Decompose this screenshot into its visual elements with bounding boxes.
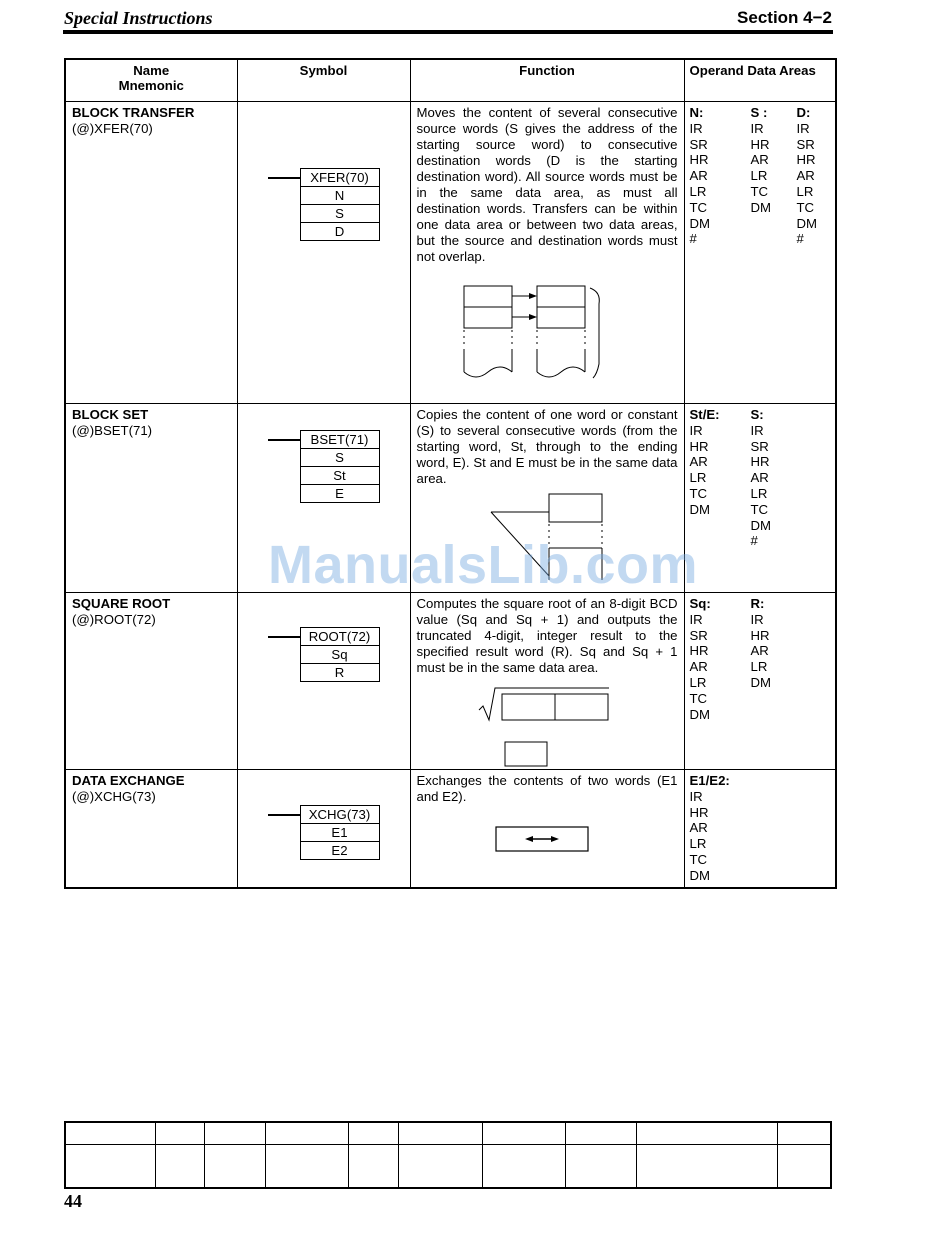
operand-item: TC bbox=[689, 485, 708, 501]
header-name: Name bbox=[133, 63, 170, 78]
table-row bbox=[65, 102, 836, 404]
operand-cell bbox=[684, 404, 836, 593]
operand-item: AR bbox=[689, 820, 708, 836]
instruction-name: SQUARE ROOT bbox=[72, 596, 171, 611]
ladder-box bbox=[300, 627, 380, 682]
instruction-mnemonic: (@)XCHG(73) bbox=[72, 789, 156, 804]
page-number: 44 bbox=[64, 1191, 82, 1211]
operand-heading: Sq: bbox=[689, 596, 711, 611]
operand-item: AR bbox=[750, 152, 769, 168]
operand-item: HR bbox=[689, 804, 709, 820]
footer-grid bbox=[64, 1121, 832, 1189]
function-cell bbox=[410, 102, 684, 404]
name-cell bbox=[65, 102, 237, 404]
operand-item: LR bbox=[689, 470, 707, 486]
operand-item: TC bbox=[750, 501, 769, 517]
operand-column bbox=[690, 407, 720, 518]
operand-heading: N: bbox=[689, 105, 704, 120]
operand-item: AR bbox=[689, 659, 708, 675]
operand-item: DM bbox=[796, 215, 818, 231]
header-name-mnemonic bbox=[65, 59, 237, 102]
ladder-operand: S bbox=[301, 204, 379, 222]
function-cell bbox=[410, 593, 684, 770]
ladder-box-title: XFER(70) bbox=[310, 170, 369, 185]
header-section-title: Special Instructions bbox=[64, 8, 213, 28]
ladder-operand: N bbox=[301, 186, 379, 204]
header-section-number: Section 4−2 bbox=[737, 8, 832, 27]
operand-item: AR bbox=[796, 168, 815, 184]
ladder-box-title: ROOT(72) bbox=[308, 629, 371, 644]
operand-item: DM bbox=[689, 706, 711, 722]
operand-item: HR bbox=[689, 152, 709, 168]
operand-item: HR bbox=[689, 438, 709, 454]
operand-item: IR bbox=[689, 422, 703, 438]
operand-column bbox=[797, 105, 818, 247]
operand-item: SR bbox=[689, 136, 708, 152]
operand-item: IR bbox=[689, 611, 703, 627]
instruction-table bbox=[64, 58, 837, 889]
ladder-operand: E2 bbox=[301, 841, 379, 859]
function-text: Exchanges the contents of two words (E1 and E2). bbox=[416, 773, 678, 804]
operand-item: # bbox=[689, 231, 697, 247]
operand-item: HR bbox=[750, 454, 770, 470]
operand-item: DM bbox=[689, 215, 711, 231]
table-row bbox=[65, 593, 836, 770]
operand-item: TC bbox=[689, 851, 708, 867]
operand-item: SR bbox=[689, 627, 708, 643]
exchange-diagram bbox=[495, 826, 591, 854]
operand-item: DM bbox=[750, 674, 772, 690]
instruction-mnemonic: (@)BSET(71) bbox=[72, 423, 153, 438]
operand-heading: E1/E2: bbox=[689, 773, 730, 788]
ladder-wire bbox=[268, 636, 300, 638]
operand-item: IR bbox=[750, 422, 764, 438]
header-operand: Operand Data Areas bbox=[684, 59, 836, 102]
operand-heading: S : bbox=[750, 105, 768, 120]
symbol-cell bbox=[237, 102, 410, 404]
operand-item: LR bbox=[750, 168, 768, 184]
operand-item: DM bbox=[750, 199, 772, 215]
operand-item: TC bbox=[796, 199, 815, 215]
instruction-name: BLOCK TRANSFER bbox=[72, 105, 195, 120]
operand-column bbox=[751, 407, 772, 549]
operand-item: HR bbox=[750, 136, 770, 152]
operand-column bbox=[690, 773, 730, 884]
ladder-wire bbox=[268, 177, 300, 179]
ladder-operand: E bbox=[301, 484, 379, 502]
operand-item: HR bbox=[689, 643, 709, 659]
operand-item: LR bbox=[750, 659, 768, 675]
operand-column bbox=[690, 596, 711, 722]
operand-item: IR bbox=[689, 120, 703, 136]
name-cell bbox=[65, 404, 237, 593]
instruction-mnemonic: (@)ROOT(72) bbox=[72, 612, 156, 627]
operand-item: SR bbox=[796, 136, 815, 152]
operand-item: AR bbox=[689, 454, 708, 470]
operand-item: TC bbox=[689, 199, 708, 215]
operand-cell bbox=[684, 770, 836, 888]
operand-heading: St/E: bbox=[689, 407, 720, 422]
symbol-cell bbox=[237, 593, 410, 770]
table-header-row bbox=[65, 59, 836, 102]
operand-cell bbox=[684, 593, 836, 770]
instruction-name: BLOCK SET bbox=[72, 407, 149, 422]
ladder-operand: Sq bbox=[301, 645, 379, 663]
header-mnemonic: Mnemonic bbox=[118, 78, 184, 93]
operand-column bbox=[751, 105, 772, 216]
ladder-box-title: BSET(71) bbox=[310, 432, 369, 447]
watermark: ManualsLib.com bbox=[268, 535, 699, 595]
operand-item: TC bbox=[689, 690, 708, 706]
ladder-wire bbox=[268, 439, 300, 441]
operand-heading: D: bbox=[796, 105, 811, 120]
operand-item: TC bbox=[750, 183, 769, 199]
operand-item: LR bbox=[750, 485, 768, 501]
header-rule bbox=[63, 30, 833, 34]
operand-item: # bbox=[796, 231, 804, 247]
operand-item: LR bbox=[689, 183, 707, 199]
ladder-box bbox=[300, 168, 380, 241]
operand-item: IR bbox=[689, 788, 703, 804]
operand-item: AR bbox=[750, 643, 769, 659]
instruction-name: DATA EXCHANGE bbox=[72, 773, 185, 788]
header-symbol: Symbol bbox=[237, 59, 410, 102]
operand-item: AR bbox=[750, 470, 769, 486]
operand-item: SR bbox=[750, 438, 769, 454]
ladder-operand: D bbox=[301, 222, 379, 240]
ladder-wire bbox=[268, 814, 300, 816]
operand-item: IR bbox=[750, 120, 764, 136]
name-cell bbox=[65, 593, 237, 770]
function-text: Copies the content of one word or constant (S) to several consecutive words (from the starting word, St, through to the ending word, E). St and E must be in the same data area. bbox=[416, 407, 678, 486]
operand-column bbox=[690, 105, 711, 247]
symbol-cell bbox=[237, 770, 410, 888]
name-cell bbox=[65, 770, 237, 888]
ladder-operand: S bbox=[301, 448, 379, 466]
operand-item: # bbox=[750, 533, 758, 549]
table-row bbox=[65, 770, 836, 888]
operand-item: DM bbox=[750, 517, 772, 533]
operand-item: AR bbox=[689, 168, 708, 184]
ladder-operand: E1 bbox=[301, 823, 379, 841]
block-transfer-diagram bbox=[461, 284, 611, 384]
operand-heading: R: bbox=[750, 596, 765, 611]
operand-item: DM bbox=[689, 867, 711, 883]
operand-item: HR bbox=[796, 152, 816, 168]
function-text: Moves the content of several consecutive source words (S gives the address of the starting source word) to consecutive destination words (D is the starting destination word). All source words must be in the same data area, as must all destination words. Transfers can be within one data area or between two data areas, but the source and destination words must not overlap. bbox=[416, 105, 678, 264]
function-cell bbox=[410, 770, 684, 888]
ladder-box-title: XCHG(73) bbox=[308, 807, 371, 822]
square-root-diagram bbox=[477, 686, 617, 768]
operand-item: HR bbox=[750, 627, 770, 643]
operand-item: IR bbox=[796, 120, 810, 136]
operand-cell bbox=[684, 102, 836, 404]
function-text: Computes the square root of an 8-digit BCD value (Sq and Sq + 1) and outputs the truncated 4-digit, integer result to the specified result word (R). Sq and Sq + 1 must be in the same data area. bbox=[416, 596, 678, 675]
operand-item: LR bbox=[796, 183, 814, 199]
operand-item: DM bbox=[689, 501, 711, 517]
header-function: Function bbox=[410, 59, 684, 102]
instruction-mnemonic: (@)XFER(70) bbox=[72, 121, 153, 136]
ladder-operand: R bbox=[301, 663, 379, 681]
operand-item: LR bbox=[689, 836, 707, 852]
operand-item: IR bbox=[750, 611, 764, 627]
footer-grid-row bbox=[65, 1144, 831, 1188]
footer-grid-row bbox=[65, 1122, 831, 1144]
operand-item: LR bbox=[689, 674, 707, 690]
operand-column bbox=[751, 596, 772, 691]
ladder-box bbox=[300, 805, 380, 860]
ladder-operand: St bbox=[301, 466, 379, 484]
ladder-box bbox=[300, 430, 380, 503]
operand-heading: S: bbox=[750, 407, 764, 422]
